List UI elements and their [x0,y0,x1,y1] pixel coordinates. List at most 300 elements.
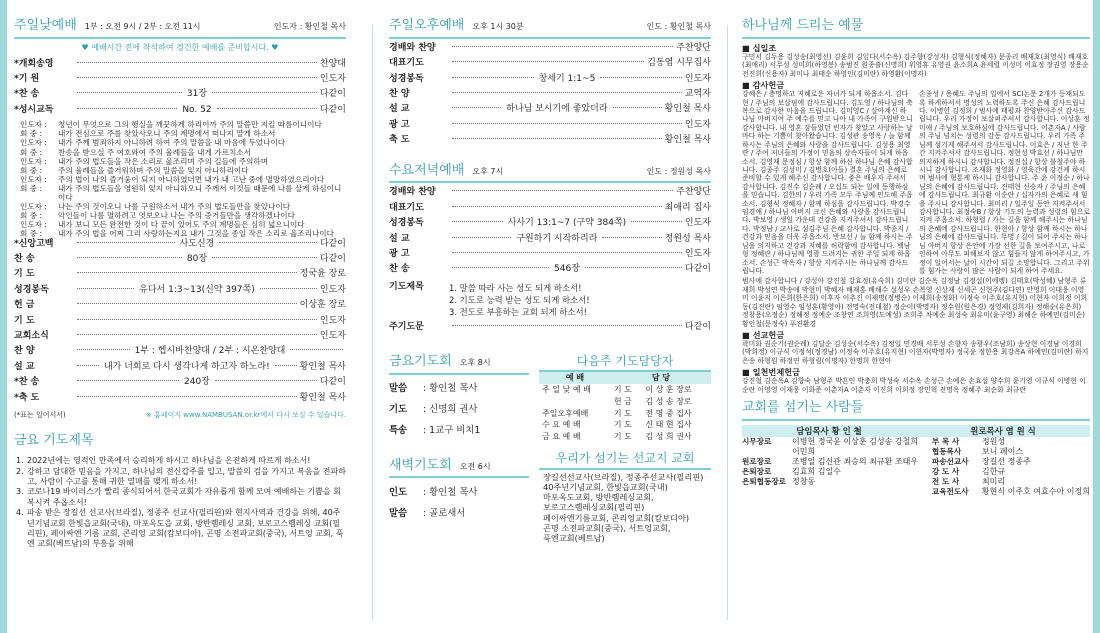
order-content: 31장 [186,89,208,100]
wednesday-prayer-block [389,282,711,319]
missions-title: 우리가 섬기는 선교지 교회 [539,451,711,470]
next-week-service: 주 일 낮 예 배 [542,385,591,395]
order-label: 경배와 찬양 [389,187,436,198]
order-right: 주찬양단 [676,42,711,53]
order-right: 주찬양단 [676,187,711,198]
afternoon-order-row [389,89,711,104]
order-right: 정원성 목사 [664,233,711,244]
responsive-line [20,148,346,157]
responsive-text: 나는 주의 것이오니 나를 구원하소서 내가 주의 법도들만을 찾았나이다 [58,202,291,212]
next-week-role: 기 도 [613,420,632,430]
sunday-order-row [14,393,346,408]
order-content: 유다서 1:3~13(신약 397쪽) [139,284,255,295]
responsive-speaker: 인도자 : [20,156,47,166]
responsive-line [20,175,346,184]
servant-row [932,437,1090,447]
kv-value: 1교구 비치1 [429,425,481,437]
website-note: ※ 홈페이지 www.NAMBUSAN.or.kr에서 다시 보실 수 있습니다. [145,410,346,419]
wednesday-service-leader: 인도 : 정원성 목사 [646,166,711,176]
responsive-text: 내가 주의 법도들을 영원히 잊지 아니하오니 주께서 이것들 때문에 나를 살게 하심이니이다 [58,183,342,203]
afternoon-service-title: 주일오후예배 [389,18,465,33]
sunday-order-row [14,362,346,377]
afternoon-order-row [389,74,711,89]
order-middle [449,49,676,50]
wednesday-service-title: 수요저녁예배 [389,162,465,178]
servant-names: 장길선 정종주 [981,457,1031,467]
order-content: 하나님 보시기에 좋았더라 [506,104,608,115]
dawn-prayer-header [389,458,529,479]
sunday-order-row [14,346,346,361]
servant-row [932,447,1090,457]
order-right: 정국윤 장로 [299,269,346,280]
wednesday-order-row [389,234,711,249]
servant-role: 교육전도사 [931,487,969,497]
column-divider-1 [372,25,373,620]
servant-row [742,457,924,467]
lords-prayer-row [389,322,711,337]
sunday-service-header [14,18,346,39]
next-week-row [539,396,711,408]
friday-prayer-time: 오후 8시 [459,357,491,367]
order-middle [449,209,665,210]
order-middle [74,362,300,373]
order-label: 설 교 [389,233,410,244]
order-middle [74,105,320,116]
order-middle [74,377,320,388]
thanks-left: 강혜은 / 충명하고 지혜로운 자녀가 되게 하옵소서. 김다현 / 주님의 보살핌에 감사드립니다. 김도영 / 하나님의 축복으로 감사한 마음을 드립니다. 김미영C / 살아계신 하나님 아버지여 주 예수를 믿고 나아 내 가족이 구원받으니 감사합니다. 내 영혼 잠들었던 빈자가 찾았고 사랑하는 날마다 하는 기쁨이 찾아왔습니다. 김성관 송영옥 / 늘 함께 하시는 주님의 은혜와 사랑을 감사드립니다. 김성용 최영란 / 주여 저녀들의 가정이 믿음의 상속자들이 되게 하옵소서. 김영재 문정심 / 항상 함께 하신 하나님 은혜 감사합니다. 김종주 김성미 / 김병호(아들) 결혼 주님의 은혜로 준비할 수 있게 해주신 감사합니다. 좋은 배우자 주셔서 감사합니다. 김진수 김순례 / 오십도 되는 일에 동행하심을 믿습니다. 김한의 / 우리 가족 모두 주님께 인도해 주옵소서. 김형식 정혜자 / 함께 하심을 감사드립니다. 박경수 임경애 / 하나님 아버지 크신 은혜와 사랑을 감사드립니다. 박보영 / 생일 가운데 건강을 지켜주셔서 감사드립니다. 박정남 / 교사로 섬김주님 은혜 감사합니다. 박종지 / 건강과 믿음을 더욱 주옵소서. 반묘선 / 늘 함께 하시는 주님을 의지하고 건강과 지혜를 허락함에 감사합니다. 백남형 정혜란 / 하나님께 영광 드려지는 귀한 주일 되게 하옵소서. 손성근 박옥자 / 항상 지켜주시는 하나님께 감사드립니다. [742,90,913,275]
order-label: 교회소식 [14,330,49,341]
column-divider-2 [727,25,728,620]
order-label: 찬 송 [14,253,35,264]
order-content: 내가 너희로 다시 생각나게 하고자 하노라! [103,361,270,372]
servant-names: 조병일 김신관 최승의 최규환 조태우 [792,457,919,467]
order-middle [449,141,665,142]
order-content: 구원하기 시작하리라 [516,233,598,244]
prayer-topics-list [14,456,346,550]
next-week-name: 김 성 송 장로 [645,396,692,406]
servant-role: 은퇴협동장로 [742,477,787,487]
servant-row [742,477,924,487]
servant-role: 강 도 사 [931,467,960,477]
next-week-service: 수 요 예 배 [542,420,581,430]
responsive-speaker: 인도자 : [20,138,47,148]
order-right: 인도자 [319,284,346,295]
order-right: 다같이 [684,264,711,275]
order-content: 사도신경 [179,238,215,249]
responsive-text: 악인들이 나를 멸하려고 엿보오나 나는 주의 증거들만을 생각하겠나이다 [58,211,295,221]
friday-prayer-header [389,354,529,375]
order-middle [74,254,320,265]
next-week-name: 신 태 현 집사 [645,420,692,430]
sunday-order-row [14,377,346,392]
responsive-line [20,138,346,147]
prayer-topic-text: 강하고 담대한 믿음을 가지고, 하나님의 전신갑주를 입고, 말씀의 검을 가지고 복음을 전파하고, 사람이 수고를 통해 귀한 열매를 맺게 하소서! [27,466,346,487]
afternoon-service-header [389,18,711,39]
thanks-title: ■ 감사헌금 [742,80,785,91]
mission-line: 마포옥도교회, 방반롐레싱교회, [543,492,654,502]
responsive-line [20,229,346,238]
next-week-row [539,419,711,431]
order-label: 찬 양 [14,346,35,357]
servant-names: 정창동 [792,477,816,487]
tithe-title: ■ 십일조 [742,42,777,53]
servants-title: 교회를 섬기는 사람들 [742,400,864,416]
order-right: 인도자 [684,249,711,260]
servant-role: 파송선교사 [931,457,969,467]
friday-row: 특송 : 1교구 비치1 [389,425,481,437]
mission-offering-text: 곽미화 권순기(권순례) 김달순 김성순(서수옥) 김정일 민경배 서무성 손향자 송광우(조남희) 송상현 이경남 이경희(박희정) 이규식 이정석(정경남) 이정숙 이주호(유지현) 이현자(박명자) 정국윤 정한용 최강옥A 하예민(김미란) 하지은송 하형원 하정연 하형림(이명자) 한명희 한현아 [742,339,1089,365]
wednesday-order-list [389,187,711,279]
servant-role: 협동목사 [931,447,962,457]
responsive-text: 주의 법이 나의 즐거움이 되지 아니하였더면 내가 내 고난 중에 멸망하였으리이다 [58,174,325,184]
mission-line: 페이싸엔기름교회, 콘리엉교회(캄보디아) [543,512,690,523]
kv-label: 말씀 [389,383,408,395]
emeritus-pastor: 원로목사 염 원 식 [970,425,1036,436]
left-edge-stripe [0,0,7,633]
order-middle [74,306,300,307]
responsive-text: 내가 보니 모든 완전한 것이 다 끝이 있어도 주의 계명들은 심히 넓으니이다 [58,220,305,230]
sunday-order-row [14,300,346,315]
dawn-prayer-time: 오전 6시 [459,461,491,471]
dawn-row: 말씀 : 골로새서 [389,508,466,520]
friday-prayer-title: 금요기도회 [389,353,452,369]
order-right: 황인철 목사 [664,104,711,115]
sunday-order-row [14,316,346,331]
afternoon-order-list [389,43,711,151]
servant-names: 보니 페이스 [981,447,1024,457]
standing-footnote: (*표는 일어서서) [14,410,66,419]
order-middle [74,89,320,100]
afternoon-order-row [389,43,711,58]
servant-row [742,467,924,477]
wednesday-order-row [389,264,711,279]
responsive-line [20,184,346,202]
order-label: 축 도 [389,135,410,146]
kv-label: 인도 [389,487,408,499]
servant-role: 원로장로 [742,457,772,467]
servant-names: 정원성 [981,437,1006,447]
dawn-prayer-list [389,482,529,524]
order-label: 성경봉독 [389,73,424,84]
afternoon-order-row [389,104,711,119]
right-edge-stripe [1093,0,1100,633]
responsive-speaker: 회 중 : [20,129,43,139]
order-middle [74,80,320,81]
order-middle [449,74,685,85]
sunday-service-title: 주일낮예배 [14,18,77,33]
offerings-title: 하나님께 드리는 예물 [742,18,864,33]
sunday-order-row [14,331,346,346]
servant-names: 최미리 [981,477,1006,487]
order-right: 인도자 [319,74,346,84]
prayer-topic-item: 1. 2022년에는 영적인 만족에서 승리하게 하시고 하나님을 온전하게 따르게 하소서! [16,456,311,466]
servant-names: 김한규 [981,467,1006,477]
servants-header [742,400,1090,421]
kv-value: 골로새서 [429,508,466,520]
responsive-speaker: 회 중 : [20,211,43,221]
order-label: 광 고 [389,119,410,130]
responsive-line [20,211,346,220]
mission-line: 곤명 소전파교회(중국), 서트엉교회, [543,522,671,533]
wednesday-order-row [389,218,711,233]
responsive-speaker: 회 중 : [20,165,43,175]
order-right: 최애리 집사 [664,202,711,213]
afternoon-service-leader: 인도 : 황인철 목사 [646,22,711,31]
general-thanks: 범사에 감사합니다 / 강성아 강진철 강효정(유숙희) 김미란 김순옥 김정남 김정섭(이에렝) 김태호(박성혜) 남형주 류재희 박성연 박송애 박현미 박혜자 배재홍 배해수 설성우 손복영 신상재 신세곤 신현주(김다연) 안영희 이대웅 이영미 이윤지 이은희(한은희) 이후자 이추진 이제명(정병순) 이제희(송정화) 이정숙 이주호(유지현) 이현자 이희정 이희동(김진란) 임영수 임성훈(황영아) 전명숙(전대철) 정순이(박명자) 정수원(원은경) 정영제(김희자) 정해순(유은희) 정창용(오정순) 정해정 정예순 조창연 조희영(도예성) 조희주 차예순 최성숙 최유미(윤구영) 최해순 하예민(김미순) 황인철(문정숙) 푸젼환경 [742,277,1088,328]
sunday-order-row [14,105,346,120]
order-label: *성시교독 [14,104,54,115]
order-label: *축 도 [14,392,40,403]
sunday-order-list-2 [14,239,346,408]
sunday-service-times: 1부 : 오전 9시 / 2부 : 오전 11시 [84,22,201,31]
prayer-topic-text: 파송 받은 장길선 선교사(브라질), 정종주 선교사(필리핀)와 현지사역과 건강을 위해, 40주년기념교회 한빛읍교회(국내), 마포옥도읍 교회, 방반롐레싱 교회, 보로고스롐레싱 교회(필리핀), 페이싸엔 기름 교회, 콘리엉 교회(캄보디아), 곤명 소전파교회(중국), 서트엉 교회, 푹엔 교회(베트남)의 부흥을 위해 [27,508,344,549]
responsive-text: 내가 주의 법을 어찌 그리 사랑하는지요 내가 그것을 종일 작은 소리로 읊조리나이다 [58,229,334,239]
order-label: 찬 양 [389,89,410,100]
kv-value: 신명희 권사 [429,404,478,416]
order-right: 다같이 [319,89,346,100]
other-offering-text: 강진철 김순옥A 김향숙 남형주 박흔인 박충희 박성숙 서수옥 손성근 손예은 손효섭 양수희 윤기영 이규식 이병현 이순란 이영영 이재웅 이화준 이춘자A 이춘자 이진희 이희정 장민혁 전명옥 정혜주 최순화 최규란 [742,377,1086,394]
mission-line: 푹엔교회(베트남) [543,533,605,543]
sunday-service-leader: 인도자 : 황인철 목사 [273,22,346,31]
servant-role: 전 도 사 [931,477,960,487]
responsive-text: 청년이 무엇으로 그의 행실을 깨끗하게 하리이까 주의 말씀만 지킬 따름이니이다 [58,120,322,130]
mission-offering-title: ■ 선교헌금 [742,329,785,340]
wednesday-prayer-item: 1. 말씀 따라 사는 성도 되게 하소서! [449,282,582,293]
next-week-service: 금 요 예 배 [542,432,581,442]
order-right: 다같이 [319,253,346,264]
order-right: 황인철 목사 [299,392,346,403]
order-middle [449,193,676,194]
responsive-text: 내가 전심으로 주를 찾았사오니 주의 계명에서 떠나지 말게 하소서 [58,129,276,139]
order-middle [74,346,346,357]
order-middle [74,322,320,323]
order-content: 546장 [554,264,580,275]
prayer-topics-title: 금요 기도제목 [14,433,94,449]
responsive-speaker: 인도자 : [20,202,47,212]
next-week-header-duty: 담 당 [651,373,671,383]
sunday-order-row [14,254,346,269]
order-label: 찬 송 [389,264,410,275]
sunday-order-row [14,89,346,104]
order-middle [449,126,685,127]
order-middle [74,399,300,400]
responsive-line [20,120,346,129]
responsive-line [20,157,346,166]
kv-label: 특송 [389,425,408,437]
next-week-row [539,384,711,396]
missions-list [539,470,711,544]
next-week-role: 기 도 [613,408,632,418]
order-right: 다같이 [319,377,346,388]
order-label: *찬 송 [14,89,40,100]
afternoon-order-row [389,58,711,73]
order-content: 사사기 13:1~7 (구약 384쪽) [507,218,627,229]
servant-row [932,467,1090,477]
order-middle [74,65,320,66]
lead-pastor: 담임목사 황 인 철 [796,425,862,436]
friday-row: 기도 : 신명희 권사 [389,404,478,416]
order-label: 기 도 [14,315,35,326]
sunday-order-row [14,74,346,89]
next-week-name: 김 성 희 권사 [645,432,692,442]
wednesday-service-time: 오후 7시 [472,166,504,176]
kv-label: 기도 [389,404,408,416]
servant-role: 은퇴장로 [742,467,772,477]
next-week-name: 전 명 중 집사 [645,408,692,418]
order-label: 대표기도 [389,202,424,213]
responsive-reading [14,120,346,238]
wednesday-prayer-label: 기도제목 [389,281,424,292]
order-middle [74,337,320,338]
wednesday-prayer-list [449,282,590,319]
servant-row [932,457,1090,467]
friday-prayer-list [389,379,529,442]
afternoon-order-row [389,120,711,135]
offerings-column [742,18,1090,497]
order-middle [74,275,300,276]
dawn-prayer-title: 새벽기도회 [389,457,452,473]
servant-names: 김효희 김일수 [792,467,841,477]
responsive-speaker: 인도자 : [20,174,47,184]
order-label: 성경봉독 [389,218,424,229]
order-label: 광 고 [389,249,410,260]
next-week-service [539,396,611,408]
servants-lists [742,437,1090,497]
order-middle [449,64,647,65]
sunday-service-note: ♥ 예배시간 전에 착석하여 경건한 예배를 준비합시다. ♥ [81,42,279,52]
servant-role: 부 목 사 [931,437,960,447]
mission-line: 장길선선교사(브라질), 정종주선교사(필리핀) [543,471,704,482]
next-week-row [539,408,711,420]
responsive-text: 내가 주께 범죄하지 아니하려 하여 주의 말씀을 내 마음에 두었나이다 [58,138,286,148]
wednesday-prayer-item: 3. 전도로 부흥하는 교회 되게 하소서! [449,307,587,318]
order-right: 황인철 목사 [664,135,711,146]
responsive-text: 내가 주의 법도들을 작은 소리로 읊조리며 주의 길들에 주의하며 [58,156,269,166]
next-week-header-row [539,372,711,384]
order-right: 김동엽 시무집사 [647,58,711,69]
order-right: 인도자 [684,218,711,229]
order-label: 대표기도 [389,58,424,69]
next-week-role: 기 도 [613,432,632,442]
order-label: 경배와 찬양 [389,42,436,53]
next-week-service: 주일오후예배 [542,408,589,418]
order-middle [449,264,685,275]
sunday-order-row [14,239,346,254]
thanks-right: 손종성 / 용혜도 주님의 일에서 SCI논문 2개가 등재되도록 하게하셔서 명성의 노력하도록 주신 은혜 감사드립니다. 이병헌 김정희 / 범사에 태평과 찬양받아주신 감사드립니다. 우리 가정이 보살펴주셔서 감사합니다. 이상훈 정미애 / 주님의 보호하심에 감사드립니다. 이춘자A / 사람의 주님 넘치는 성령의 감동 감사드립니다. 우리 가족 주님께 섬기게 해주셔서 감사드립니다. 이효은 / 지난 한 주간 지켜주셔서 감사드립니다. 정현성 박효선 / 하나님만 의지하게 하시니 감사합니다. 정진섭 / 항상 불철주야 하시니 감사합니다. 조재화 정영화 / 영육간에 강건케 하시며 범사에 형통케 하시니 감사합니다. 주 윤 이정순 / 하나님의 은혜에 감사드립니다. 진태현 신승자 / 주님의 은혜에 감사드립니다. 최규환 이순란 / 십자가의 은혜로 새 힘을 주시니 감사합니다. 최미리 / 일주일 동안 지켜주셔서 감사합니다. 최정숙B / 항상 기도의 능력과 성령의 힘으로 지켜 주옵소서. 하형렬 / 가는 길을 함께 해주시는 하나님의 은혜에 감사드립니다. 한현아 / 항상 함께 하시는 하나님의 은혜에 감사드립니다. 무명 / 길이 되어 주시는 하나님 아버지 항상 은안에 가장 선한 길을 보여주시고, 나로 인하여 아무도 피해보지 않고 힘들지 않게 하여주시고, 가정이 일어서는 날이 시간이 되길 소망합니다. 그리고 주위를 힘가는 사랑이 많은 사람이 되게 하여 주세요. [919,90,1091,275]
responsive-line [20,202,346,211]
responsive-speaker: 회 중 : [20,183,43,193]
next-week-header-service: 예 배 [565,373,585,383]
responsive-speaker: 인도자 : [20,220,47,230]
order-content: 창세기 1:1~5 [538,73,596,84]
sunday-order-row [14,59,346,74]
order-middle [74,239,320,250]
order-middle [74,285,320,296]
responsive-text: 찬송을 받으실 주 여호와여 주의 율례들을 내게 가르치소서 [58,147,251,157]
wednesday-service-header [389,163,711,184]
order-middle [449,234,665,245]
prayer-topic-item: 4. 파송 받은 장길선 선교사(브라질), 정종주 선교사(필리핀)와 현지사역과 건강을 위해, 40주년기념교회 한빛읍교회(국내), 마포옥도읍 교회, 방반롐레싱 교회, 보로고스롐레싱 교회(필리핀), 페이싸엔 기름 교회, 콘리엉 교회(캄보디아), 곤명 소전파교회(중국), 서트엉 교회, 푹엔 교회(베트남)의 부흥을 위해 [16,508,346,550]
order-label: 성경봉독 [14,284,49,295]
middle-column [389,18,711,543]
wednesday-order-row [389,187,711,202]
order-right: 인도자 [684,119,711,130]
order-right: 찬양대 [319,58,346,69]
order-label: *신앙고백 [14,238,54,249]
order-middle [449,255,685,256]
order-content: 80장 [186,253,208,264]
order-label: 설 교 [389,104,410,115]
next-week-name: 이 상 훈 장로 [645,385,692,395]
order-right: 인도자 [319,315,346,326]
next-week-row [539,431,711,443]
order-middle [449,218,685,229]
kv-label: 말씀 [389,508,408,520]
order-right: 인도자 [684,73,711,84]
order-right: 이상훈 장로 [299,300,346,311]
responsive-text: 주의 율례들을 즐거워하며 주의 말씀을 잊지 아니하리이다 [58,165,249,175]
order-right: 다같이 [319,238,346,249]
mission-line: 보로고스롐레싱교회(필리핀) [543,502,645,513]
responsive-speaker: 회 중 : [20,229,43,239]
order-content: 240장 [184,377,210,388]
sunday-order-row [14,285,346,300]
kv-value: 황인철 목사 [429,487,478,499]
wednesday-prayer-item: 2. 기도로 능력 받는 성도 되게 하소서! [449,294,590,305]
prayer-topic-text: 2022년에는 영적인 만족에서 승리하게 하시고 하나님을 온전하게 따르게 하소서! [27,456,311,466]
servant-names: 이병헌 정국윤 이상훈 김성송 강철희 이민희 [792,437,919,457]
prayer-topic-item: 2. 강하고 담대한 믿음을 가지고, 하나님의 전신갑주를 입고, 말씀의 검을 가지고 복음을 전파하고, 사람이 수고를 통해 귀한 열매를 맺게 하소서! [16,466,346,487]
tithe-text: 구민서 김두용 김성송(최영선) 김윤희 김잎다(서수옥) 김주향(강성자) 김형식(정혜자) 문종리 배재호(최영식) 배재호(최애리) 서무성 성미희(하영봉) 송범진 원종출(신명희) 위영휴 유영권 윤소희A 윤세렬 이성미 이효정 장권영 장용순 전진희(신용자) 최미나 최태순 하영인(김미란) 하영환(이명자) [742,52,1089,78]
servant-row [932,487,1090,497]
afternoon-order-row [389,135,711,150]
order-label: *찬 송 [14,377,40,388]
order-label: 설 교 [14,361,35,372]
sunday-order-list-1 [14,59,346,121]
order-label: *기 원 [14,74,40,84]
order-content: No. 52 [182,104,212,115]
wednesday-order-row [389,203,711,218]
servants-band [742,425,1090,437]
next-week-title: 다음주 기도담당자 [539,354,711,373]
thanks-columns [742,90,1090,275]
dawn-row: 인도 : 황인철 목사 [389,487,478,499]
prayer-topic-item: 3. 코로나19 바이러스가 빨리 종식되어서 한국교회가 자유롭게 함께 모여 예배하는 기쁨을 회복시켜 주옵소서! [16,487,346,508]
other-offering-title: ■ 일천번제헌금 [742,367,801,378]
order-right: 인도자 [319,330,346,341]
afternoon-service-time: 오후 1시 30분 [472,22,524,31]
responsive-speaker: 인도자 : [20,120,47,130]
prayer-topic-text: 코로나19 바이러스가 빨리 종식되어서 한국교회가 자유롭게 함께 모여 예배하는 기쁨을 회복시켜 주옵소서! [27,487,341,507]
responsive-speaker: 회 중 : [20,147,43,157]
order-right: 다같이 [319,104,346,115]
offerings-header [742,18,1090,39]
order-label: 기 도 [14,269,35,280]
wednesday-order-row [389,249,711,264]
order-right: 황인철 목사 [299,361,346,372]
order-content: 1부 : 헵시바찬양대 / 2부 : 시온찬양대 [134,346,286,357]
order-right: 교역자 [684,89,711,100]
order-middle [449,95,685,96]
mission-line: 40주년기념교회, 한빛읍교회(국내) [543,481,668,492]
lords-prayer-label: 주기도문 [389,322,424,333]
responsive-line [20,166,346,175]
servant-row [742,437,924,457]
servant-names: 황현식 이주호 여효수아 이정희 [981,487,1090,497]
sunday-order-row [14,269,346,284]
friday-row: 말씀 : 황인철 목사 [389,383,478,395]
order-label: *개회송영 [14,58,54,69]
